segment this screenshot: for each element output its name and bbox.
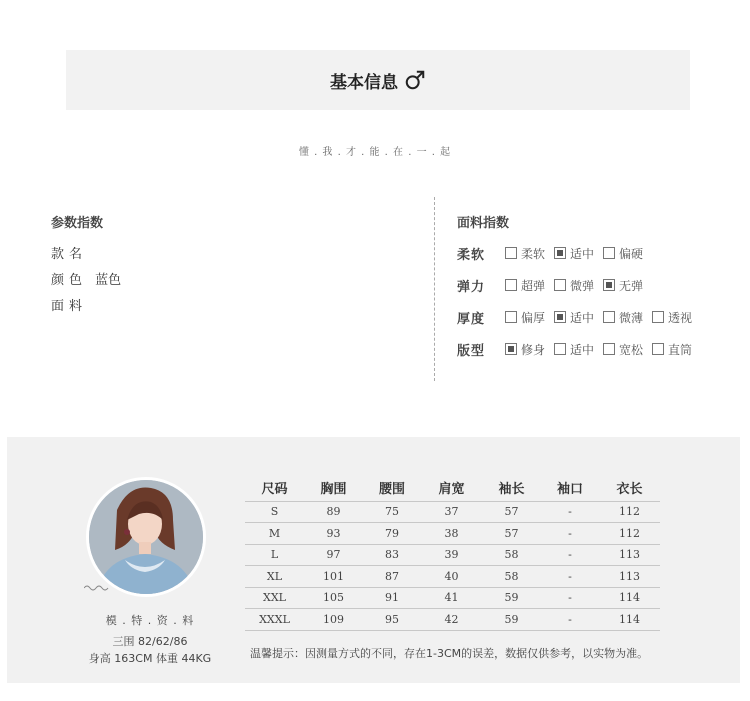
fabric-rows [457, 237, 701, 365]
fabric-option-label: 微弹 [570, 278, 595, 293]
table-header-cell: 袖长 [498, 481, 525, 497]
params-heading: 参数指数 [51, 216, 104, 231]
table-header-cell: 衣长 [616, 481, 643, 497]
fabric-option-label: 超弹 [521, 278, 546, 293]
table-cell: 97 [304, 544, 363, 566]
size-table [245, 474, 660, 631]
model-measurements: 三围 82/62/86 [112, 635, 188, 648]
size-table-body [245, 501, 660, 630]
table-cell: 39 [421, 544, 482, 566]
fabric-option-label: 无弹 [619, 278, 644, 293]
table-header-cell: 肩宽 [438, 481, 465, 497]
fabric-option [603, 245, 643, 262]
table-cell: 105 [304, 587, 363, 609]
table-cell: 95 [363, 609, 421, 631]
table-cell: - [541, 587, 599, 609]
table-header-cell: 腰围 [378, 481, 405, 497]
title-bar [66, 50, 690, 110]
unchecked-box-icon [554, 279, 566, 291]
fabric-option [505, 309, 545, 326]
table-cell: 112 [599, 501, 660, 523]
male-icon [404, 69, 426, 91]
fabric-option-label: 适中 [570, 246, 595, 261]
table-cell: 41 [421, 587, 482, 609]
table-cell: - [541, 609, 599, 631]
fabric-row [457, 301, 701, 333]
table-cell: 75 [363, 501, 421, 523]
unchecked-box-icon [505, 247, 517, 259]
model-avatar [86, 477, 206, 597]
table-cell: 114 [599, 609, 660, 631]
table-header-cell: 胸围 [320, 481, 347, 497]
checked-box-icon [603, 279, 615, 291]
table-row [245, 587, 660, 609]
param-label: 款名 [51, 247, 88, 262]
fabric-row [457, 269, 701, 301]
unchecked-box-icon [505, 311, 517, 323]
fabric-option [652, 309, 692, 326]
fabric-option [554, 277, 594, 294]
table-cell: 79 [363, 523, 421, 545]
table-cell: 59 [482, 609, 541, 631]
fabric-row-label: 版型 [457, 343, 486, 359]
table-row [245, 523, 660, 545]
table-row [245, 566, 660, 588]
fabric-option [554, 245, 594, 262]
table-cell: XL [245, 566, 304, 588]
page-title: 基本信息 [330, 72, 398, 93]
table-cell: 57 [482, 523, 541, 545]
table-cell: - [541, 544, 599, 566]
unchecked-box-icon [554, 343, 566, 355]
table-cell: 89 [304, 501, 363, 523]
fabric-option [652, 341, 692, 358]
table-row [245, 609, 660, 631]
fabric-option [505, 341, 545, 358]
fabric-heading: 面料指数 [457, 216, 510, 231]
fabric-row-label: 厚度 [457, 311, 486, 327]
table-header-cell: 袖口 [556, 481, 583, 497]
fabric-option [554, 309, 594, 326]
table-cell: M [245, 523, 304, 545]
param-row-fabric [51, 295, 121, 314]
table-cell: - [541, 501, 599, 523]
table-cell: 113 [599, 566, 660, 588]
fabric-option-label: 修身 [521, 342, 546, 357]
table-cell: - [541, 566, 599, 588]
unchecked-box-icon [505, 279, 517, 291]
fabric-option-label: 直筒 [668, 342, 693, 357]
fabric-option [603, 341, 643, 358]
table-cell: 91 [363, 587, 421, 609]
size-table-header [245, 474, 660, 501]
param-label: 颜色 [51, 273, 88, 288]
table-cell: 101 [304, 566, 363, 588]
unchecked-box-icon [652, 311, 664, 323]
table-cell: 57 [482, 501, 541, 523]
fabric-option-label: 宽松 [619, 342, 644, 357]
table-cell: S [245, 501, 304, 523]
fabric-option [505, 277, 545, 294]
unchecked-box-icon [603, 247, 615, 259]
table-cell: 112 [599, 523, 660, 545]
fabric-option [603, 309, 643, 326]
fabric-option [554, 341, 594, 358]
vertical-divider [434, 197, 435, 381]
table-cell: 113 [599, 544, 660, 566]
unchecked-box-icon [603, 343, 615, 355]
checked-box-icon [554, 311, 566, 323]
fabric-option-label: 偏硬 [619, 246, 644, 261]
param-row-style [51, 243, 121, 262]
fabric-section [457, 212, 701, 365]
params-section [51, 212, 121, 321]
param-label: 面料 [51, 299, 88, 314]
table-cell: XXXL [245, 609, 304, 631]
table-row [245, 544, 660, 566]
table-cell: 38 [421, 523, 482, 545]
table-cell: 109 [304, 609, 363, 631]
table-cell: - [541, 523, 599, 545]
table-cell: 58 [482, 544, 541, 566]
table-cell: 42 [421, 609, 482, 631]
fabric-option [505, 245, 545, 262]
checked-box-icon [505, 343, 517, 355]
unchecked-box-icon [652, 343, 664, 355]
table-cell: 58 [482, 566, 541, 588]
size-note: 温馨提示：因测量方式的不同，存在1-3CM的误差，数据仅供参考，以实物为准。 [250, 647, 649, 660]
param-value: 蓝色 [95, 273, 122, 288]
fabric-option-label: 偏厚 [521, 310, 546, 325]
table-cell: 40 [421, 566, 482, 588]
table-header-cell: 尺码 [261, 481, 288, 497]
param-row-color [51, 269, 122, 288]
fabric-option-label: 适中 [570, 342, 595, 357]
table-cell: 87 [363, 566, 421, 588]
table-cell: 37 [421, 501, 482, 523]
fabric-option-label: 微薄 [619, 310, 644, 325]
table-cell: L [245, 544, 304, 566]
fabric-row-label: 弹力 [457, 279, 486, 295]
fabric-row [457, 333, 701, 365]
table-cell: 59 [482, 587, 541, 609]
fabric-option-label: 适中 [570, 310, 595, 325]
model-photo-icon [89, 480, 203, 594]
wave-icon [84, 583, 110, 593]
fabric-row-label: 柔软 [457, 247, 486, 263]
fabric-option-label: 透视 [668, 310, 693, 325]
table-cell: 83 [363, 544, 421, 566]
fabric-option [603, 277, 643, 294]
model-height-weight: 身高 163CM 体重 44KG [88, 652, 212, 665]
checked-box-icon [554, 247, 566, 259]
table-cell: 114 [599, 587, 660, 609]
table-cell: 93 [304, 523, 363, 545]
fabric-option-label: 柔软 [521, 246, 546, 261]
model-title: 模 . 特 . 资 . 料 [105, 614, 195, 627]
unchecked-box-icon [603, 311, 615, 323]
table-cell: XXL [245, 587, 304, 609]
table-row [245, 501, 660, 523]
subtitle: 懂 . 我 . 才 . 能 . 在 . 一 . 起 [298, 147, 452, 158]
fabric-row [457, 237, 701, 269]
